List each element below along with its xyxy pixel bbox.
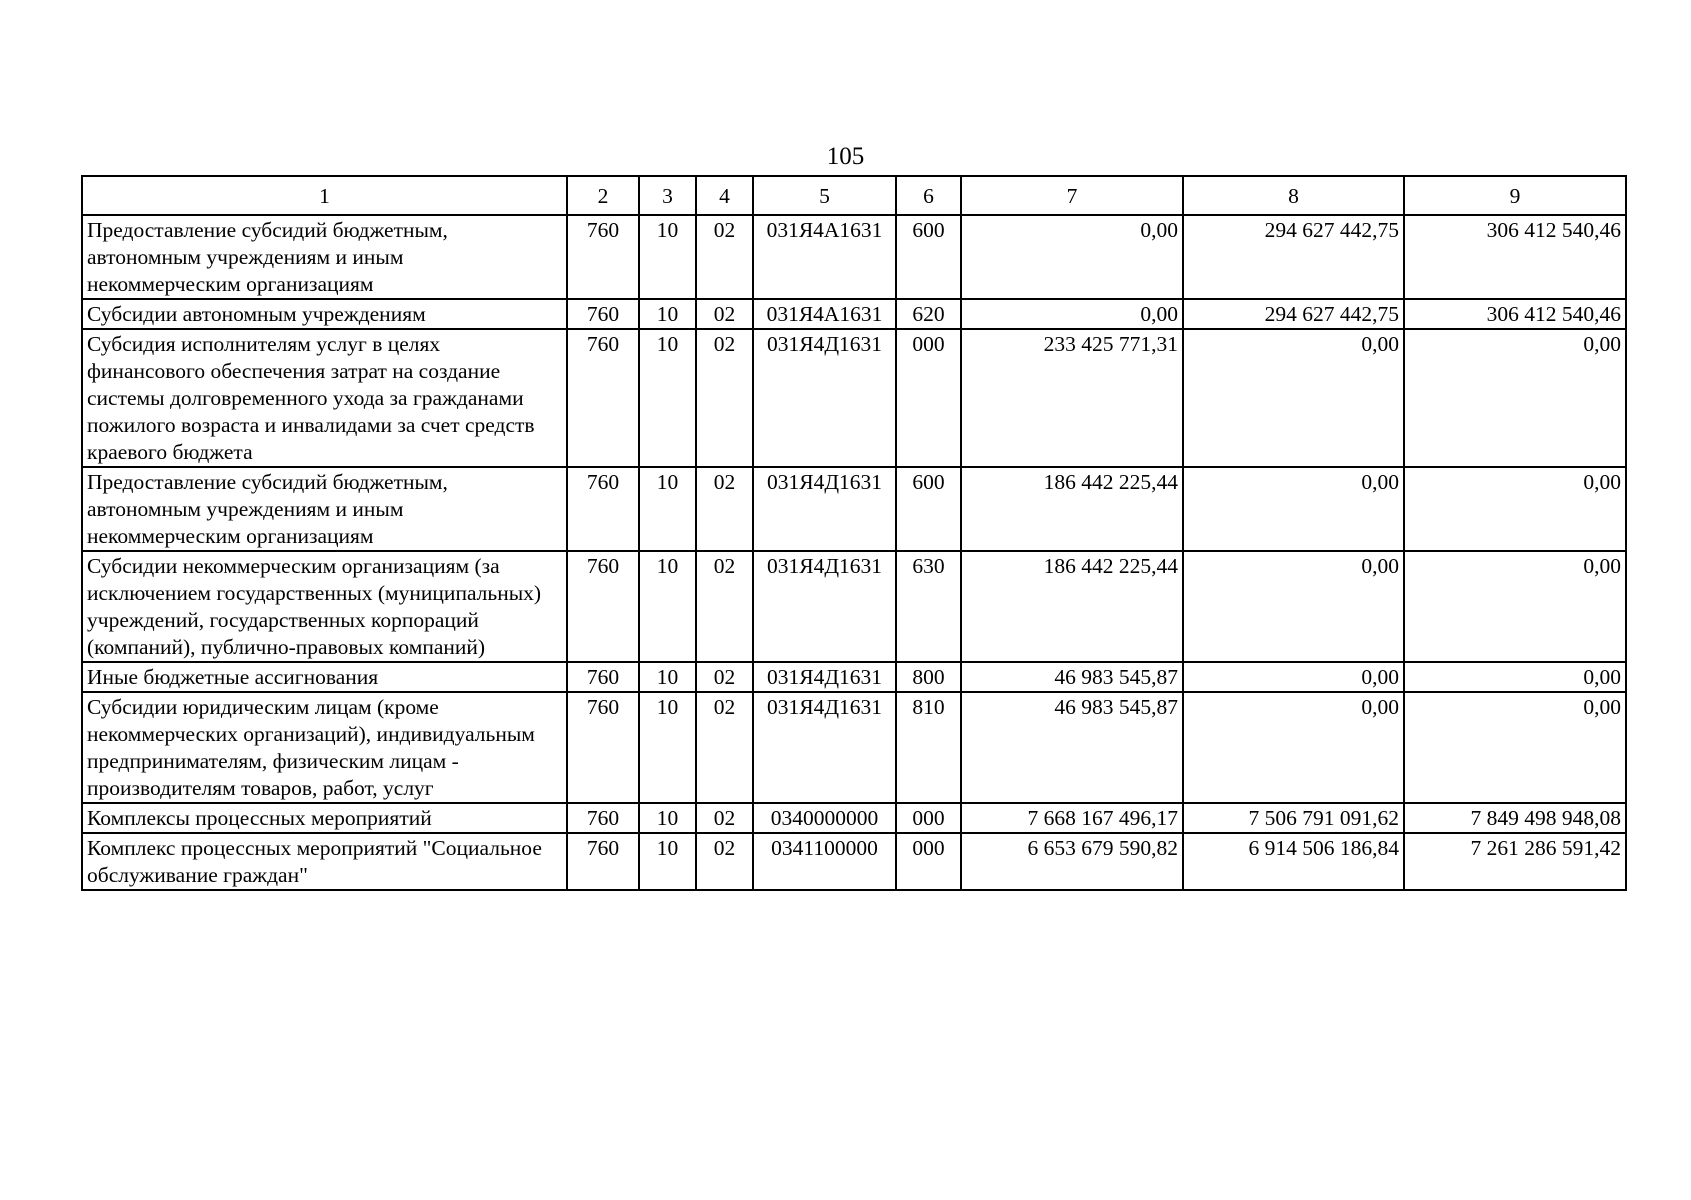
cell-col7: 7 668 167 496,17 [961, 803, 1183, 833]
row-name: Субсидия исполнителям услуг в целях финансового обеспечения затрат на создание системы долговременного ухода за гражданами пожилого возраста и инвалидами за счет средств краевого бюджета [82, 329, 567, 467]
column-header: 6 [896, 176, 961, 215]
cell-col9: 0,00 [1404, 329, 1626, 467]
cell-col8: 0,00 [1183, 692, 1404, 803]
cell-col5: 0340000000 [753, 803, 896, 833]
cell-col9: 7 261 286 591,42 [1404, 833, 1626, 890]
cell-col3: 10 [639, 551, 696, 662]
cell-col5: 031Я4Д1631 [753, 467, 896, 551]
cell-col7: 0,00 [961, 299, 1183, 329]
cell-col9: 0,00 [1404, 551, 1626, 662]
cell-col6: 800 [896, 662, 961, 692]
cell-col7: 6 653 679 590,82 [961, 833, 1183, 890]
cell-col2: 760 [567, 551, 639, 662]
cell-col6: 600 [896, 467, 961, 551]
cell-col7: 46 983 545,87 [961, 692, 1183, 803]
cell-col3: 10 [639, 299, 696, 329]
row-name: Предоставление субсидий бюджетным, автономным учреждениям и иным некоммерческим организациям [82, 467, 567, 551]
cell-col5: 031Я4Д1631 [753, 329, 896, 467]
cell-col5: 031Я4Д1631 [753, 662, 896, 692]
cell-col5: 031Я4Д1631 [753, 692, 896, 803]
cell-col4: 02 [696, 662, 753, 692]
cell-col8: 0,00 [1183, 662, 1404, 692]
cell-col8: 0,00 [1183, 329, 1404, 467]
budget-table [81, 175, 1627, 891]
cell-col3: 10 [639, 662, 696, 692]
cell-col6: 000 [896, 803, 961, 833]
table-row [82, 662, 1626, 692]
cell-col9: 306 412 540,46 [1404, 215, 1626, 299]
cell-col8: 0,00 [1183, 467, 1404, 551]
table-row [82, 551, 1626, 662]
cell-col3: 10 [639, 215, 696, 299]
column-header: 4 [696, 176, 753, 215]
cell-col4: 02 [696, 215, 753, 299]
cell-col6: 620 [896, 299, 961, 329]
cell-col7: 186 442 225,44 [961, 551, 1183, 662]
table-row [82, 467, 1626, 551]
cell-col2: 760 [567, 833, 639, 890]
cell-col9: 0,00 [1404, 662, 1626, 692]
row-name: Комплексы процессных мероприятий [82, 803, 567, 833]
cell-col6: 000 [896, 833, 961, 890]
cell-col4: 02 [696, 833, 753, 890]
cell-col6: 000 [896, 329, 961, 467]
cell-col3: 10 [639, 692, 696, 803]
cell-col2: 760 [567, 299, 639, 329]
table-row [82, 692, 1626, 803]
cell-col4: 02 [696, 299, 753, 329]
table-header-row [82, 176, 1626, 215]
table-row [82, 803, 1626, 833]
cell-col2: 760 [567, 803, 639, 833]
cell-col2: 760 [567, 329, 639, 467]
cell-col9: 0,00 [1404, 467, 1626, 551]
row-name: Комплекс процессных мероприятий "Социальное обслуживание граждан" [82, 833, 567, 890]
cell-col8: 0,00 [1183, 551, 1404, 662]
column-header: 9 [1404, 176, 1626, 215]
cell-col2: 760 [567, 692, 639, 803]
table-row [82, 833, 1626, 890]
cell-col6: 810 [896, 692, 961, 803]
table-row [82, 299, 1626, 329]
page-number: 105 [826, 143, 865, 170]
cell-col5: 0341100000 [753, 833, 896, 890]
column-header: 7 [961, 176, 1183, 215]
row-name: Субсидии юридическим лицам (кроме некоммерческих организаций), индивидуальным предпринимателям, физическим лицам - производителям товаров, работ, услуг [82, 692, 567, 803]
cell-col3: 10 [639, 467, 696, 551]
cell-col4: 02 [696, 692, 753, 803]
table-row [82, 215, 1626, 299]
cell-col3: 10 [639, 803, 696, 833]
cell-col7: 46 983 545,87 [961, 662, 1183, 692]
column-header: 8 [1183, 176, 1404, 215]
cell-col8: 6 914 506 186,84 [1183, 833, 1404, 890]
cell-col6: 600 [896, 215, 961, 299]
cell-col7: 233 425 771,31 [961, 329, 1183, 467]
cell-col7: 0,00 [961, 215, 1183, 299]
cell-col3: 10 [639, 329, 696, 467]
cell-col7: 186 442 225,44 [961, 467, 1183, 551]
row-name: Иные бюджетные ассигнования [82, 662, 567, 692]
cell-col9: 0,00 [1404, 692, 1626, 803]
cell-col6: 630 [896, 551, 961, 662]
cell-col9: 306 412 540,46 [1404, 299, 1626, 329]
cell-col2: 760 [567, 467, 639, 551]
cell-col4: 02 [696, 467, 753, 551]
cell-col5: 031Я4А1631 [753, 299, 896, 329]
cell-col4: 02 [696, 551, 753, 662]
cell-col8: 294 627 442,75 [1183, 299, 1404, 329]
cell-col5: 031Я4Д1631 [753, 551, 896, 662]
cell-col8: 294 627 442,75 [1183, 215, 1404, 299]
cell-col4: 02 [696, 329, 753, 467]
cell-col9: 7 849 498 948,08 [1404, 803, 1626, 833]
column-header: 5 [753, 176, 896, 215]
cell-col2: 760 [567, 215, 639, 299]
table-row [82, 329, 1626, 467]
cell-col5: 031Я4А1631 [753, 215, 896, 299]
row-name: Предоставление субсидий бюджетным, автономным учреждениям и иным некоммерческим организациям [82, 215, 567, 299]
cell-col4: 02 [696, 803, 753, 833]
column-header: 2 [567, 176, 639, 215]
cell-col8: 7 506 791 091,62 [1183, 803, 1404, 833]
cell-col3: 10 [639, 833, 696, 890]
row-name: Субсидии автономным учреждениям [82, 299, 567, 329]
row-name: Субсидии некоммерческим организациям (за исключением государственных (муниципальных) учреждений, государственных корпораций (компаний), публично-правовых компаний) [82, 551, 567, 662]
column-header: 1 [82, 176, 567, 215]
column-header: 3 [639, 176, 696, 215]
cell-col2: 760 [567, 662, 639, 692]
